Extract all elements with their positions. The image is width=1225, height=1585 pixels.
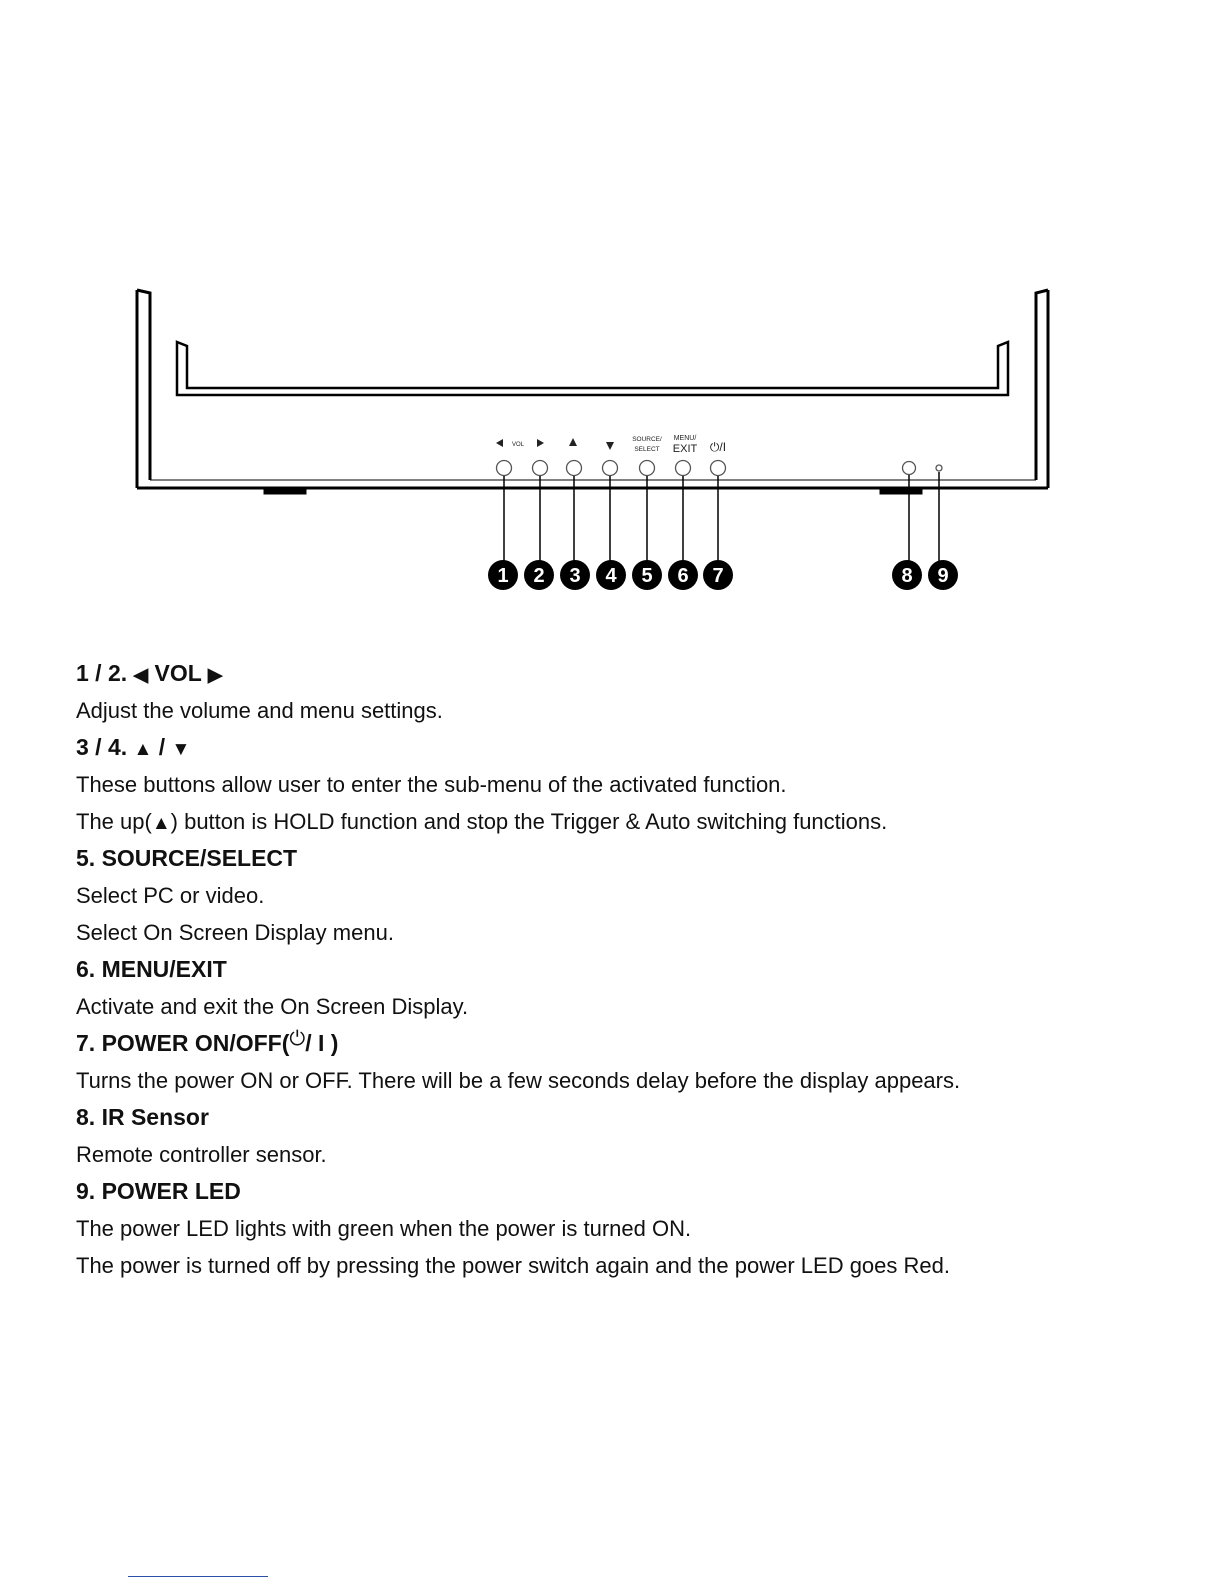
menu-label-bottom: EXIT: [672, 443, 698, 455]
vol-up-button[interactable]: [533, 461, 548, 476]
item-description: The power is turned off by pressing the power switch again and the power LED goes Red.: [76, 1253, 950, 1278]
vol-right-arrow-icon: [537, 439, 544, 447]
callout-1: 1: [497, 565, 509, 587]
power-icon: ⏻: [289, 1028, 306, 1050]
menu-label-top: MENU/: [673, 435, 697, 442]
vol-label: VOL: [511, 442, 525, 448]
up-arrow-icon: [569, 438, 577, 446]
power-button[interactable]: [711, 461, 726, 476]
callout-4: 4: [605, 565, 617, 587]
item-title-power-led: 9. POWER LED: [76, 1178, 241, 1204]
item-title-power: [76, 1025, 1196, 1062]
item-title-text: VOL: [148, 660, 208, 686]
callout-9: 9: [937, 565, 949, 587]
item-description: [76, 803, 1196, 840]
down-button[interactable]: [603, 461, 618, 476]
item-title-source-select: 5. SOURCE/SELECT: [76, 845, 298, 871]
down-triangle-icon: ▼: [171, 739, 191, 760]
callout-3: 3: [569, 565, 581, 587]
item-title-vol: [76, 655, 1196, 692]
source-select-button[interactable]: [640, 461, 655, 476]
callout-8: 8: [901, 565, 913, 587]
item-description: Remote controller sensor.: [76, 1142, 327, 1167]
right-triangle-icon: ▶: [207, 665, 223, 686]
power-label: ⏻/I: [709, 440, 727, 454]
callouts: [488, 560, 958, 590]
item-description: The power LED lights with green when the power is turned ON.: [76, 1216, 692, 1241]
item-title-text: 7. POWER ON/OFF(: [76, 1030, 290, 1056]
item-description-text: ) button is HOLD function and stop the Trigger & Auto switching functions.: [170, 809, 888, 834]
item-number: 1 / 2.: [76, 660, 134, 686]
item-title-separator: /: [152, 734, 172, 760]
up-triangle-icon: ▲: [133, 739, 153, 760]
vol-left-arrow-icon: [496, 439, 503, 447]
item-description: Adjust the volume and menu settings.: [76, 698, 443, 723]
callout-5: 5: [641, 565, 653, 587]
item-description: Select PC or video.: [76, 883, 265, 908]
item-title-menu-exit: 6. MENU/EXIT: [76, 956, 227, 982]
up-button[interactable]: [567, 461, 582, 476]
item-description: Select On Screen Display menu.: [76, 920, 394, 945]
source-label-bottom: SELECT: [634, 446, 660, 453]
footer-divider: [128, 1576, 268, 1577]
callout-7: 7: [712, 565, 724, 587]
menu-exit-button[interactable]: [676, 461, 691, 476]
item-title-up-down: [76, 729, 1196, 766]
ir-sensor: [903, 462, 916, 475]
item-number: 3 / 4.: [76, 734, 134, 760]
up-triangle-icon: ▲: [151, 813, 171, 834]
front-panel-diagram: [0, 0, 1225, 620]
vol-down-button[interactable]: [497, 461, 512, 476]
source-label-top: SOURCE/: [632, 436, 662, 443]
button-descriptions: [76, 655, 1196, 1284]
callout-6: 6: [677, 565, 689, 587]
callout-2: 2: [533, 565, 545, 587]
power-led: [936, 465, 942, 471]
down-arrow-icon: [606, 442, 614, 450]
leader-lines: [504, 472, 939, 562]
left-triangle-icon: ◀: [133, 665, 149, 686]
item-description-text: The up(: [76, 809, 152, 834]
button-labels: [496, 435, 726, 455]
item-description: Activate and exit the On Screen Display.: [76, 994, 469, 1019]
item-title-ir-sensor: 8. IR Sensor: [76, 1104, 209, 1130]
item-description: Turns the power ON or OFF. There will be a few seconds delay before the display appears.: [76, 1068, 961, 1093]
item-title-text: / I ): [305, 1030, 339, 1056]
item-description: These buttons allow user to enter the sub-menu of the activated function.: [76, 772, 787, 797]
